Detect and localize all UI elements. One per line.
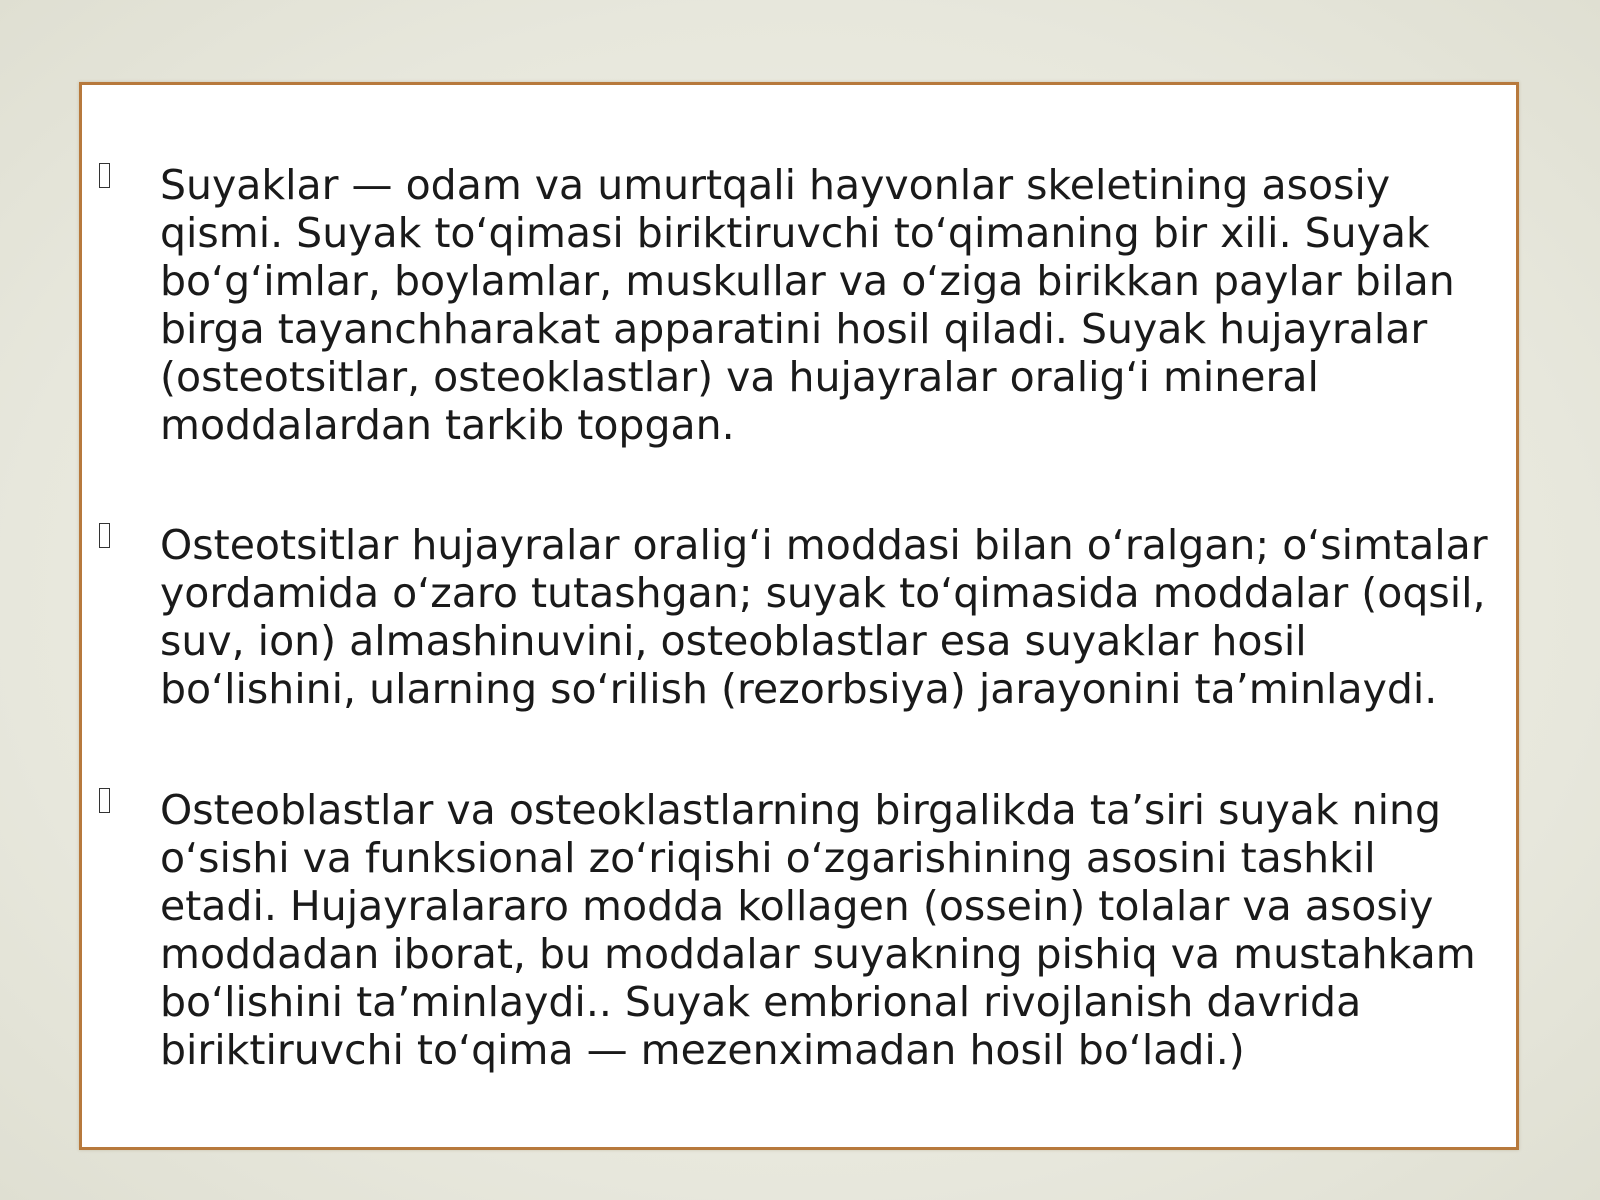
bullet-marker-icon — [99, 788, 110, 813]
slide-content-frame — [79, 82, 1519, 1150]
bullet-text — [160, 521, 1500, 713]
bullet-line: bo‘g‘imlar, boylamlar, muskullar va o‘ziga birikkan paylar bilan — [160, 257, 1455, 305]
bullet-list — [82, 85, 1516, 1147]
bullet-line: moddalardan tarkib topgan. — [160, 401, 735, 449]
bullet-text — [160, 786, 1500, 1074]
bullet-line: Osteoblastlar va osteoklastlarning birgalikda ta’siri suyak ning — [160, 786, 1441, 834]
bullet-line: moddadan iborat, bu moddalar suyakning pishiq va mustahkam — [160, 930, 1476, 978]
bullet-line: etadi. Hujayralararo modda kollagen (ossein) tolalar va asosiy — [160, 882, 1434, 930]
bullet-line: suv, ion) almashinuvini, osteoblastlar esa suyaklar hosil — [160, 617, 1307, 665]
bullet-line: biriktiruvchi to‘qima — mezenximadan hosil bo‘ladi.) — [160, 1026, 1245, 1074]
bullet-text — [160, 161, 1500, 449]
bullet-line: o‘sishi va funksional zo‘riqishi o‘zgarishining asosini tashkil — [160, 834, 1376, 882]
bullet-marker-icon — [99, 523, 110, 548]
bullet-line: Suyaklar — odam va umurtqali hayvonlar skeletining asosiy — [160, 161, 1391, 209]
bullet-line: qismi. Suyak to‘qimasi biriktiruvchi to‘qimaning bir xili. Suyak — [160, 209, 1430, 257]
bullet-line: bo‘lishini, ularning so‘rilish (rezorbsiya) jarayonini ta’minlaydi. — [160, 665, 1438, 713]
bullet-line: yordamida o‘zaro tutashgan; suyak to‘qimasida moddalar (oqsil, — [160, 569, 1486, 617]
bullet-marker-icon — [99, 163, 110, 188]
bullet-line: Osteotsitlar hujayralar oralig‘i moddasi bilan o‘ralgan; o‘simtalar — [160, 521, 1488, 569]
bullet-line: (osteotsitlar, osteoklastlar) va hujayralar oralig‘i mineral — [160, 353, 1319, 401]
bullet-line: bo‘lishini ta’minlaydi.. Suyak embrional rivojlanish davrida — [160, 978, 1362, 1026]
bullet-line: birga tayanchharakat apparatini hosil qiladi. Suyak hujayralar — [160, 305, 1428, 353]
